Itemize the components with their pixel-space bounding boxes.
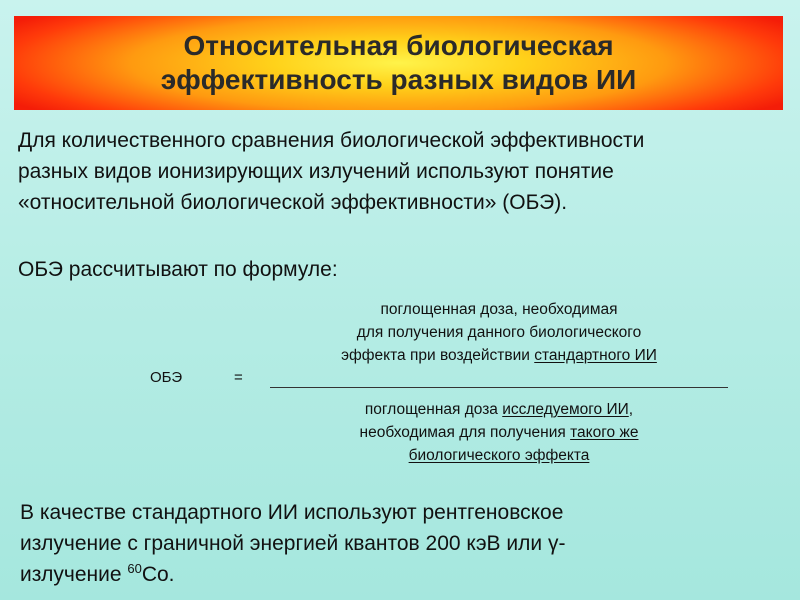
denominator-line-3: [270, 444, 728, 467]
numerator-line-2: для получения данного биологического: [356, 324, 642, 341]
isotope-mass-number: 60: [127, 561, 142, 576]
formula-equals-sign: =: [234, 369, 243, 386]
outro-paragraph: [20, 497, 565, 590]
numerator-line-1: поглощенная доза, необходимая: [380, 301, 618, 318]
outro-line-2: излучение с граничной энергией квантов 200 кэВ или γ-: [20, 532, 566, 555]
intro-line-2: разных видов ионизирующих излучений используют понятие: [18, 160, 614, 183]
denominator-line-1-comma: ,: [628, 401, 634, 418]
formula-numerator: [270, 298, 728, 367]
denominator-underlined-effect: биологического эффекта: [408, 447, 590, 464]
denominator-line-1: [270, 398, 728, 421]
outro-line-3-prefix: излучение: [20, 563, 128, 586]
denominator-line-2: [270, 421, 728, 444]
numerator-line-3-text: эффекта при воздействии: [341, 347, 535, 364]
numerator-underlined-standard: стандартного ИИ: [534, 347, 657, 364]
formula-intro-text: ОБЭ рассчитывают по формуле:: [18, 258, 338, 281]
numerator-line-3: [270, 344, 728, 367]
fraction-bar: [270, 387, 728, 388]
outro-line-1: В качестве стандартного ИИ используют рентгеновское: [20, 501, 564, 524]
intro-line-1: Для количественного сравнения биологической эффективности: [18, 129, 645, 152]
intro-paragraph: [18, 125, 644, 218]
denominator-line-1-text: поглощенная доза: [364, 401, 503, 418]
denominator-underlined-studied: исследуемого ИИ: [502, 401, 629, 418]
formula-lhs: ОБЭ: [150, 369, 183, 386]
denominator-underlined-same: такого же: [570, 424, 639, 441]
title-line-1: Относительная биологическая: [183, 30, 614, 61]
outro-line-3: [20, 559, 565, 590]
formula-denominator: [270, 398, 728, 467]
title-banner: [14, 16, 783, 110]
obe-formula: [0, 290, 800, 480]
isotope-symbol: Co.: [141, 563, 175, 586]
intro-line-3: «относительной биологической эффективности» (ОБЭ).: [18, 191, 568, 214]
title-line-2: эффективность разных видов ИИ: [160, 64, 637, 95]
denominator-line-2-text: необходимая для получения: [359, 424, 571, 441]
